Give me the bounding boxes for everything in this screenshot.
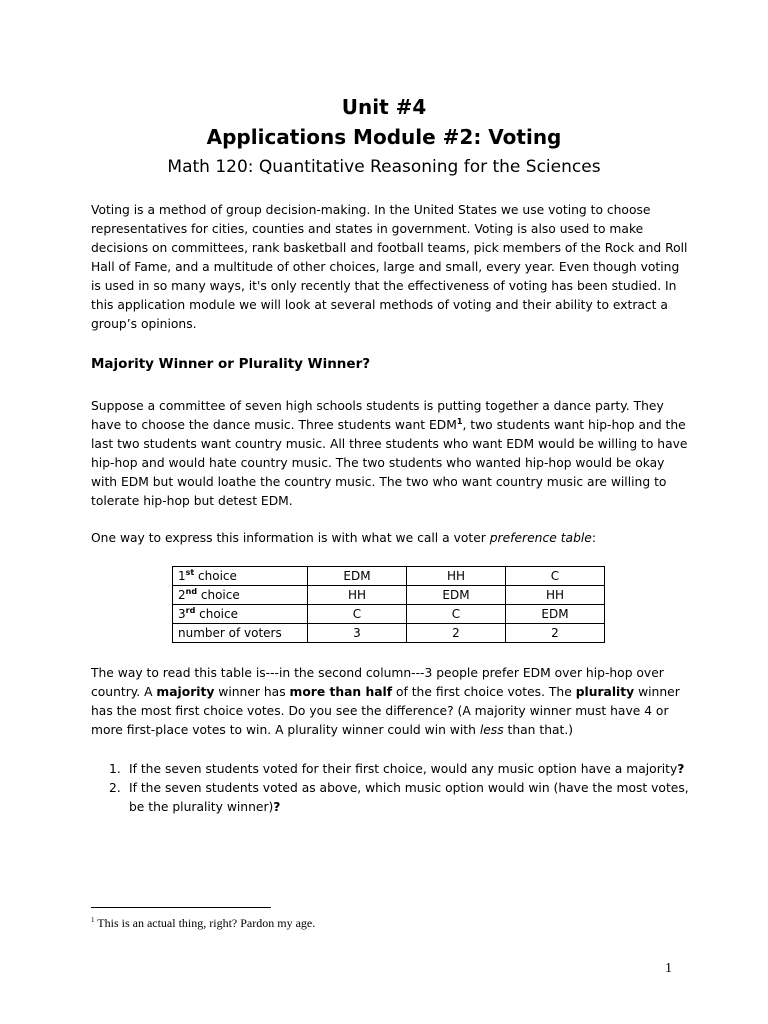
row-label-num: 1: [178, 569, 186, 583]
preference-table: [172, 566, 605, 643]
table-cell: HH: [506, 586, 605, 605]
question-body: If the seven students voted for their first choice, would any music option have a majority: [129, 762, 678, 776]
table-cell: C: [506, 567, 605, 586]
row-label: number of voters: [173, 624, 308, 643]
footnote-divider: [91, 907, 271, 908]
table-row: [173, 567, 605, 586]
section-heading: Majority Winner or Plurality Winner?: [91, 356, 371, 372]
row-label-rest: choice: [197, 588, 240, 602]
row-label: [173, 605, 308, 624]
list-item: [91, 779, 691, 817]
footnote-text: This is an actual thing, right? Pardon my age.: [94, 916, 316, 930]
table-cell: 2: [407, 624, 506, 643]
more-than-half-term: more than half: [289, 685, 393, 699]
footnote-mark: 1: [91, 916, 95, 924]
row-label: [173, 567, 308, 586]
less-term: less: [479, 723, 504, 737]
explain-text: The way to read this table is---in the second column---3 people prefer EDM over hip-hop over country. A: [91, 666, 664, 699]
question-body: If the seven students voted as above, which music option would win (have the most votes, be the plurality winner): [129, 781, 689, 814]
table-row: [173, 624, 605, 643]
explain-text: of the first choice votes. The: [392, 685, 576, 699]
table-cell: C: [407, 605, 506, 624]
question-text: [121, 760, 691, 779]
table-cell: EDM: [407, 586, 506, 605]
row-label-num: 3: [178, 607, 186, 621]
question-mark: ?: [677, 762, 685, 776]
pref-intro-before: One way to express this information is with what we call a voter: [91, 531, 490, 545]
question-number: 1.: [109, 762, 121, 776]
question-number: 2.: [109, 781, 121, 795]
pref-intro-after: :: [591, 531, 597, 545]
explanation-paragraph: [91, 664, 691, 740]
footnote: [91, 915, 315, 931]
question-text: [121, 779, 691, 817]
title-block: [0, 92, 768, 182]
footnote-reference: 1: [456, 416, 463, 426]
module-title: Applications Module #2: Voting: [206, 125, 562, 149]
page-number: 1: [665, 961, 672, 976]
explain-text: than that.): [503, 723, 574, 737]
explain-text: winner has the most first choice votes. Do you see the difference? (A majority winner must have 4 or more first-place votes to win. A plurality winner could win with: [91, 685, 680, 737]
question-mark: ?: [273, 800, 281, 814]
course-subtitle: Math 120: Quantitative Reasoning for the Sciences: [167, 157, 601, 177]
row-label-sup: nd: [185, 587, 198, 596]
intro-paragraph: Voting is a method of group decision-making. In the United States we use voting to choose representatives for cities, counties and states in government. Voting is also used to make decisions on committees, rank basketball and football teams, pick members of the Rock and Roll Hall of Fame, and a multitude of other choices, large and small, every year. Even though voting is used in so many ways, it's only recently that the effectiveness of voting has been studied. In this application module we will look at several methods of voting and their ability to extract a group’s opinions.: [91, 203, 688, 331]
question-list: [91, 760, 691, 817]
table-cell: 2: [506, 624, 605, 643]
table-cell: HH: [407, 567, 506, 586]
table-row: [173, 605, 605, 624]
preference-table-term: preference table: [489, 531, 592, 545]
table-cell: C: [308, 605, 407, 624]
table-cell: HH: [308, 586, 407, 605]
table-cell: EDM: [308, 567, 407, 586]
row-label-sup: rd: [185, 606, 196, 615]
unit-title: Unit #4: [341, 95, 427, 119]
explain-text: winner has: [214, 685, 290, 699]
scenario-text-1: Suppose a committee of seven high schools students is putting together a dance party. They have to choose the dance music. Three students want EDM: [91, 399, 664, 432]
scenario-text-2: , two students want hip-hop and the last two students want country music. All three students who want EDM would be willing to have hip-hop and would hate country music. The two students who wanted hip-hop would be okay with EDM but would loathe the country music. The two who want country music are willing to tolerate hip-hop but detest EDM.: [91, 418, 688, 508]
row-label-num: 2: [178, 588, 186, 602]
table-cell: 3: [308, 624, 407, 643]
scenario-paragraph: [91, 397, 691, 511]
preference-intro: [91, 529, 691, 548]
table-cell: EDM: [506, 605, 605, 624]
row-label-sup: st: [185, 568, 195, 577]
plurality-term: plurality: [575, 685, 635, 699]
row-label-rest: choice: [194, 569, 237, 583]
table-row: [173, 586, 605, 605]
row-label: [173, 586, 308, 605]
majority-term: majority: [156, 685, 215, 699]
row-label-rest: choice: [195, 607, 238, 621]
list-item: [91, 760, 691, 779]
